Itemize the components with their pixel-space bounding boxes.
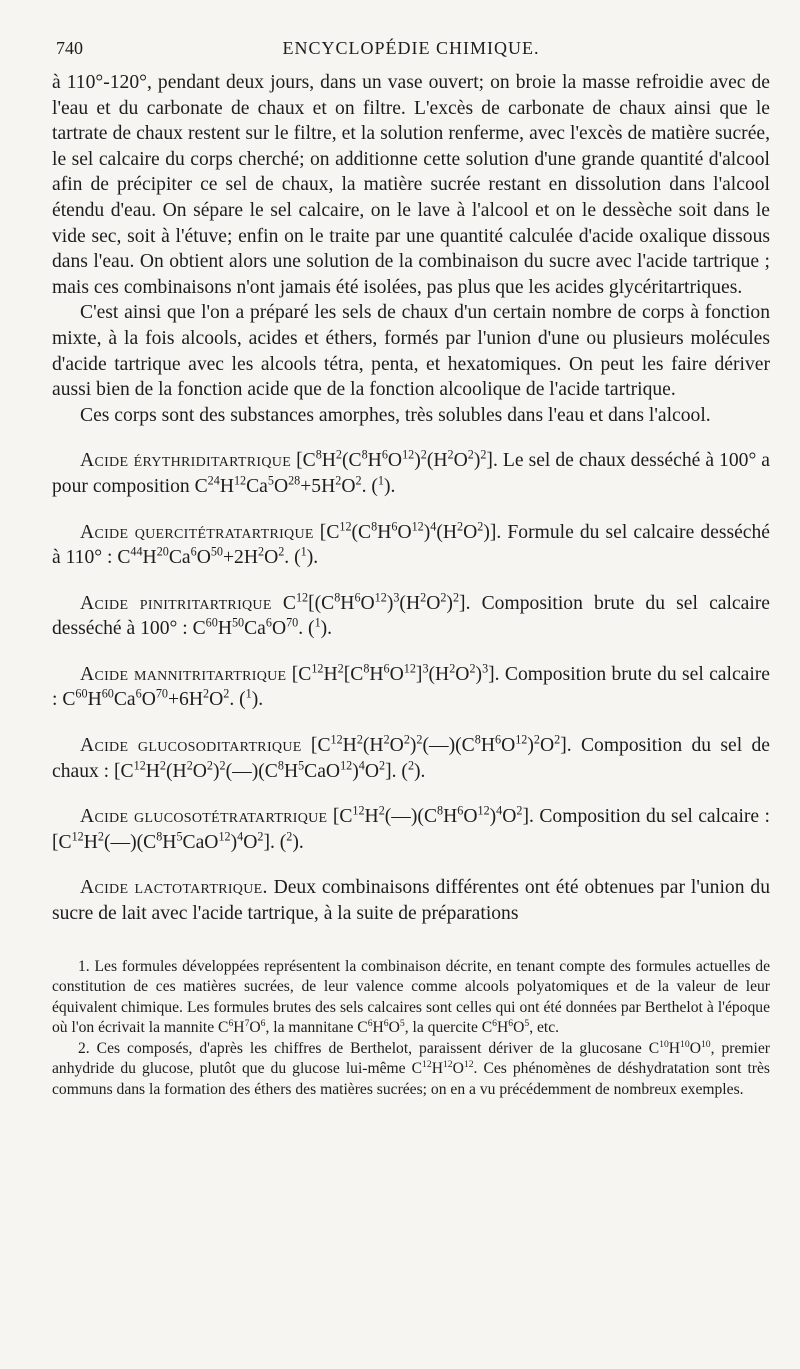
compound-name: Acide glucosotétratartrique: [80, 806, 328, 828]
compound-name: Acide glucosoditartrique: [80, 735, 302, 757]
paragraph-3: Ces corps sont des substances amorphes, très solubles dans l'eau et dans l'alcool.: [80, 404, 711, 426]
compound-formula: $[C^8H^2(C^8H^6O^{12})^2(H^2O^2)^2]$: [296, 447, 493, 472]
compound-formula: $[C^{12}(C^8H^6O^{12})^4(H^2O^2)]$: [319, 518, 497, 543]
compound-name: Acide pinitritartrique: [80, 592, 272, 614]
compound-formula: $C^{12}[(C^8H^6O^{12})^3(H^2O^2)^2]$: [282, 590, 466, 614]
compound-formula: $[C^{12}H^2(—)(C^8H^6O^{12})^4O^2]$: [332, 803, 530, 828]
footnote-2: 2. Ces composés, d'après les chiffres de Berthelot, paraissent dériver de la glucosane $C^{10}H^{10}O^{10}$, premier anhydride du glucose, plutôt que du glucose lui-même $C^{12}H^{12}O^{12}$. Ces phénomènes de déshydratation sont très communs dans la formation des éthers des matières sucrées; on en a vu précédemment de nombreux exemples.: [52, 1038, 770, 1098]
footnote-1: 1. Les formules développées représentent la combinaison décrite, en tenant compte des formules actuelles de constitution de ces matières sucrées, de leur valence comme alcools polyatomiques et de la valeur de leur équivalent chimique. Les formules brutes des sels calcaires sont celles qui ont été données par Berthelot à l'époque où l'on écrivait la mannite $C^6H^7O^6$, la mannitane $C^6H^6O^5$, la quercite $C^6H^6O^5$, etc.: [52, 957, 770, 1037]
compound-description: . Composition du sel de chaux : $[C^{12}H^2(H^2O^2)^2(—)(C^8H^5CaO^{12})^4O^2]$. ($^2$).: [52, 735, 770, 782]
compound-entry: [52, 733, 770, 784]
compound-entry: [52, 662, 770, 713]
compound-name: Acide quercitétratartrique: [80, 521, 314, 543]
compound-formula: $[C^{12}H^2[C^8H^6O^{12}]^3(H^2O^2)^3]$: [291, 661, 495, 685]
compound-name: Acide mannitritartrique: [80, 663, 287, 685]
compound-name: Acide érythriditartrique: [80, 450, 292, 472]
paragraph-2: C'est ainsi que l'on a préparé les sels de chaux d'un certain nombre de corps à fonction mixte, à la fois alcools, acides et éthers, formés par l'union d'une ou plusieurs molécules d'acide tartrique avec les alcools tétra, penta, et hexatomiques. On peut les faire dériver aussi bien de la fonction acide que de la fonction alcoolique de l'acide tartrique.: [52, 302, 770, 401]
compound-description: . Le sel de chaux desséché à 100° a pour composition $C^{24}H^{12}Ca^5O^{28}+5H^2O^2$. ($^1$).: [52, 450, 770, 497]
compound-description: . Formule du sel calcaire desséché à 110° : $C^{44}H^{20}Ca^6O^{50}+2H^2O^2$. ($^1$).: [52, 521, 770, 569]
compound-description: . Composition brute du sel calcaire desséché à 100° : $C^{60}H^{50}Ca^6O^{70}$. ($^1$).: [52, 592, 770, 640]
footnotes: [52, 957, 770, 1101]
compound-description: . Composition brute du sel calcaire : $C^{60}H^{60}Ca^6O^{70}+6H^2O^2$. ($^1$).: [52, 663, 771, 711]
compound-entry: [52, 804, 770, 855]
compound-formula: $[C^{12}H^2(H^2O^2)^2(—)(C^8H^6O^{12})^2O^2]$: [310, 732, 567, 757]
compound-entry: [52, 520, 770, 571]
running-title: ENCYCLOPÉDIE CHIMIQUE.: [282, 38, 540, 58]
compound-description: . Composition du sel calcaire : $[C^{12}H^2(—)(C^8H^5CaO^{12})^4O^2]$. ($^2$).: [52, 806, 771, 853]
paragraph-1: à 110°-120°, pendant deux jours, dans un vase ouvert; on broie la masse refroidie avec de l'eau et du carbonate de chaux et on filtre. L'excès de carbonate de chaux ainsi que le tartrate de chaux restent sur le filtre, et la solution renferme, avec l'excès de matière sucrée, le sel calcaire du corps cherché; on additionne cette solution d'une grande quantité d'alcool afin de précipiter ce sel de chaux, la matière sucrée restant en dissolution dans l'alcool étendu d'eau. On sépare le sel calcaire, on le lave à l'alcool et on le dessèche soit dans le vide sec, soit à l'étuve; enfin on le traite par une quantité calculée d'acide oxalique dissous dans l'eau. On obtient alors une solution de la combinaison du sucre avec l'acide tartrique ; mais ces combinaisons n'ont jamais été isolées, pas plus que les acides glycéritartriques.: [52, 72, 770, 298]
page-number: 740: [56, 38, 83, 58]
compound-entry: [52, 448, 770, 499]
compound-entry: [52, 875, 770, 926]
main-text: [52, 70, 770, 927]
compound-name: Acide lactotartrique.: [80, 877, 268, 899]
page-header: [52, 30, 770, 60]
compound-entry: [52, 591, 770, 642]
compound-description: Deux combinaisons différentes ont été obtenues par l'union du sucre de lait avec l'acide tartrique, à la suite de préparations: [52, 877, 770, 925]
